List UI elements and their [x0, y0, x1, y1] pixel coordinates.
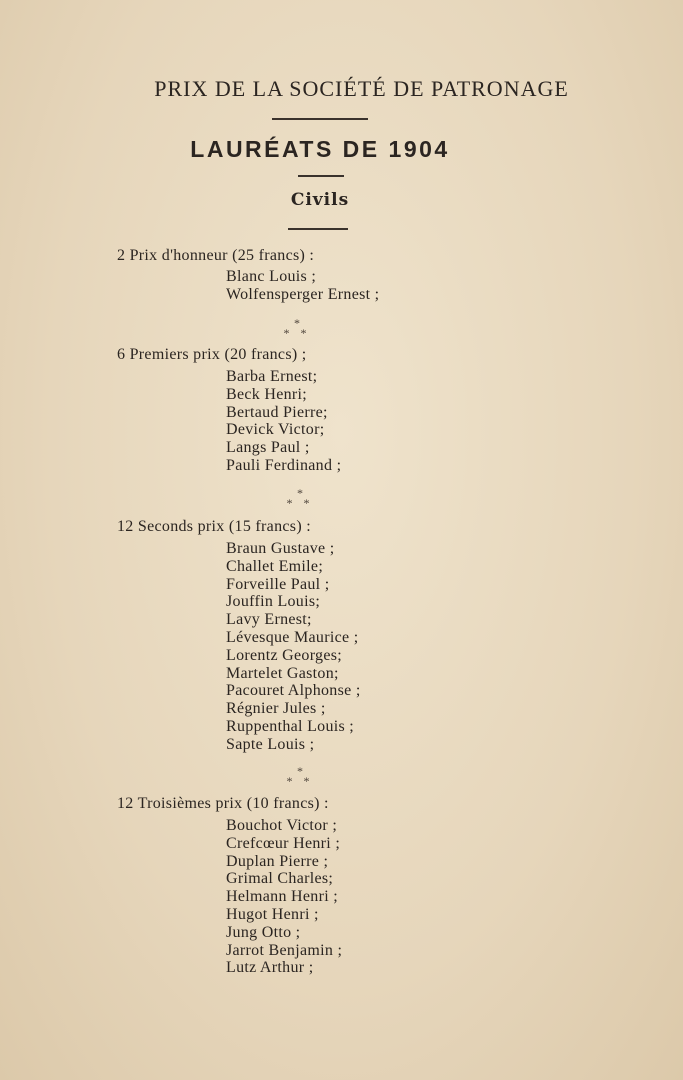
list-item: Bouchot Victor ; [226, 817, 338, 834]
list-item: Lévesque Maurice ; [226, 628, 359, 646]
list-item: Langs Paul ; [226, 439, 310, 457]
list-item: Lorentz Georges; [226, 646, 343, 664]
list-item: Ruppenthal Louis ; [226, 717, 355, 735]
list-item: Braun Gustave ; [226, 540, 335, 557]
list-item: Bertaud Pierre; [226, 403, 328, 421]
list-item: Lavy Ernest; [226, 611, 312, 629]
list-item: Wolfensperger Ernest ; [226, 285, 380, 303]
list-item: Beck Henri; [226, 385, 308, 403]
list-item: Jouffin Louis; [226, 593, 321, 611]
list-item: Pacouret Alphonse ; [226, 682, 361, 700]
name-list-seconds [226, 540, 361, 754]
list-item: Hugot Henri ; [226, 905, 319, 923]
separator-asterism: * * * [286, 486, 314, 510]
list-item: Helmann Henri ; [226, 888, 339, 906]
section-rule [288, 228, 348, 230]
list-item: Lutz Arthur ; [226, 959, 314, 977]
list-item: Duplan Pierre ; [226, 852, 329, 870]
list-item: Crefcœur Henri ; [226, 834, 341, 852]
group-heading-seconds: 12 Seconds prix (15 francs) : [117, 518, 311, 535]
separator-asterism: * * * [286, 764, 314, 788]
list-item: Grimal Charles; [226, 870, 334, 888]
group-heading-honneur: 2 Prix d'honneur (25 francs) : [117, 247, 315, 264]
list-item: Régnier Jules ; [226, 700, 326, 718]
list-item: Devick Victor; [226, 421, 325, 439]
title-rule [272, 118, 368, 120]
list-item: Blanc Louis ; [226, 268, 317, 285]
list-item: Sapte Louis ; [226, 735, 315, 753]
name-list-honneur [226, 268, 379, 304]
list-item: Jung Otto ; [226, 923, 301, 941]
list-item: Jarrot Benjamin ; [226, 941, 343, 959]
separator-asterism: * * * [283, 316, 311, 340]
page-title: PRIX DE LA SOCIÉTÉ DE PATRONAGE [154, 76, 569, 101]
name-list-troisiemes [226, 817, 342, 977]
name-list-premiers [226, 368, 341, 475]
group-heading-troisiemes: 12 Troisièmes prix (10 francs) : [117, 795, 329, 812]
list-item: Barba Ernest; [226, 368, 318, 385]
list-item: Forveille Paul ; [226, 575, 330, 593]
list-item: Challet Emile; [226, 557, 324, 575]
list-item: Martelet Gaston; [226, 664, 339, 682]
section-title: Civils [290, 190, 350, 210]
group-heading-premiers: 6 Premiers prix (20 francs) ; [117, 346, 307, 363]
page-subtitle: LAURÉATS DE 1904 [190, 136, 450, 162]
list-item: Pauli Ferdinand ; [226, 456, 342, 474]
subtitle-rule [298, 175, 344, 177]
